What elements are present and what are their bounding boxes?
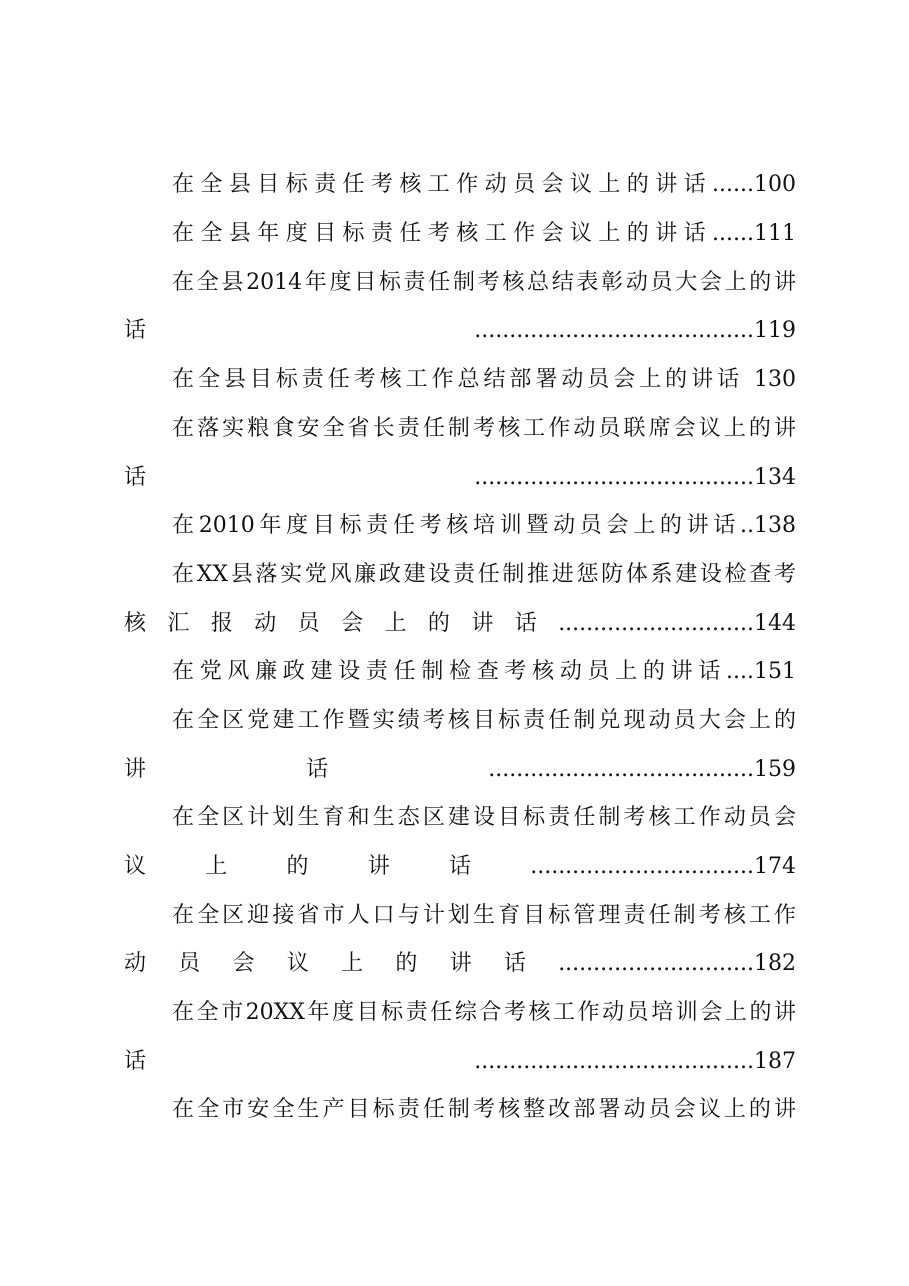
toc-line: 在全区党建工作暨实绩考核目标责任制兑现动员大会上的 (172, 708, 796, 733)
toc-line: 话........................................187 (124, 1049, 796, 1074)
toc-line: 在党风廉政建设责任制检查考核动员上的讲话....151 (172, 659, 796, 684)
toc-line: 在落实粮食安全省长责任制考核工作动员联席会议上的讲 (172, 416, 796, 441)
toc-line: 议上的讲话................................174 (124, 854, 796, 879)
toc-line: 在XX县落实党风廉政建设责任制推进惩防体系建设检查考 (172, 562, 796, 587)
toc-line: 动员会议上的讲话............................182 (124, 951, 796, 976)
toc-line: 在全市20XX年度目标责任综合考核工作动员培训会上的讲 (172, 1000, 796, 1025)
toc-line: 在全县目标责任考核工作动员会议上的讲话......100 (172, 172, 796, 197)
toc-line: 在全市安全生产目标责任制考核整改部署动员会议上的讲 (172, 1097, 796, 1122)
toc-line: 在全县2014年度目标责任制考核总结表彰动员大会上的讲 (172, 270, 796, 295)
toc-line: 话........................................134 (124, 465, 796, 490)
toc-line: 在2010年度目标责任考核培训暨动员会上的讲话..138 (172, 513, 796, 538)
toc-line: 在全县目标责任考核工作总结部署动员会上的讲话 130 (172, 367, 796, 392)
toc-line: 讲话......................................159 (124, 757, 796, 782)
toc-line: 话........................................119 (124, 318, 796, 343)
toc-line: 在全县年度目标责任考核工作会议上的讲话......111 (172, 221, 796, 246)
toc-line: 核汇报动员会上的讲话............................144 (124, 611, 796, 636)
toc-line: 在全区迎接省市人口与计划生育目标管理责任制考核工作 (172, 903, 796, 928)
toc-line: 在全区计划生育和生态区建设目标责任制考核工作动员会 (172, 805, 796, 830)
